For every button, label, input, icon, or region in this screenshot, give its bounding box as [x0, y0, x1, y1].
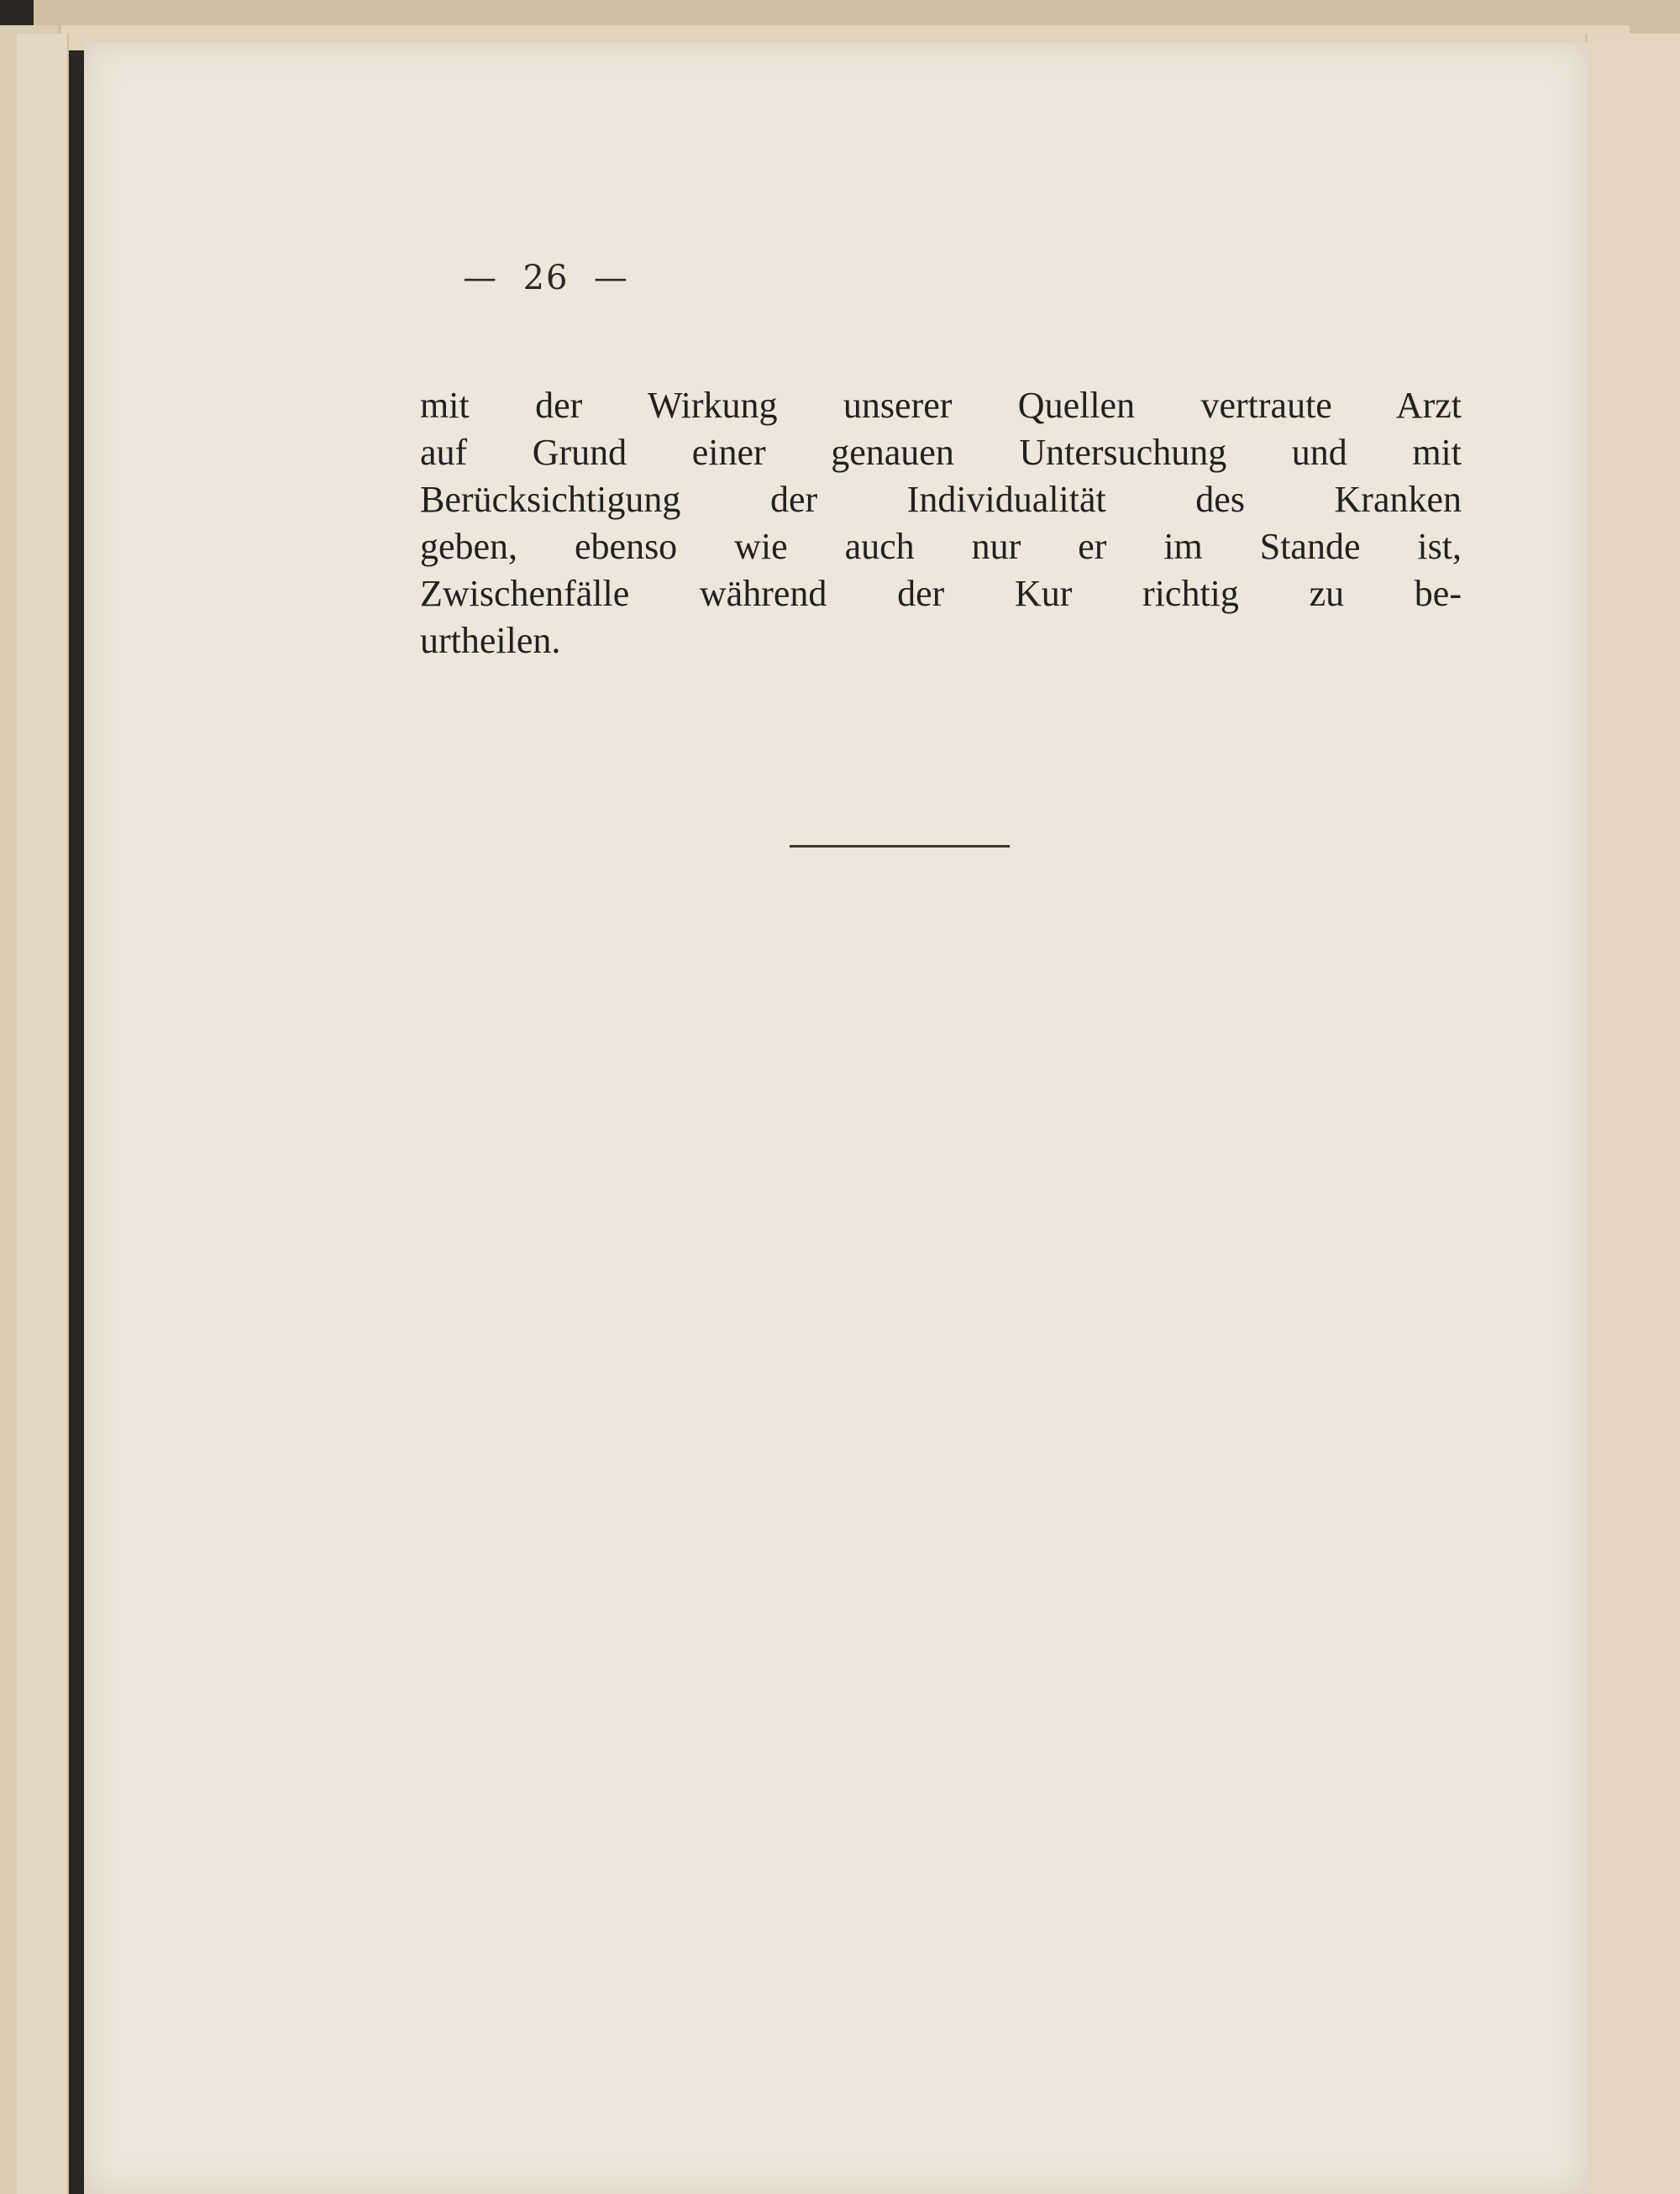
- page-sheet: [84, 42, 1588, 2194]
- text-line: auf Grund einer genauen Untersuchung und mit: [420, 432, 1462, 473]
- text-line: geben, ebenso wie auch nur er im Stande ist,: [420, 526, 1462, 567]
- text-line: mit der Wirkung unserer Quellen vertraute Arzt: [420, 385, 1462, 426]
- section-divider-rule: [790, 845, 1010, 848]
- text-line: Berücksichtigung der Individualität des Kranken: [420, 479, 1462, 520]
- text-line: urtheilen.: [420, 620, 561, 661]
- page-number: — 26 —: [463, 259, 629, 297]
- text-line: Zwischenfälle während der Kur richtig zu be-: [420, 573, 1462, 614]
- body-paragraph: [420, 382, 1462, 664]
- right-neighbour-page-edge: [1585, 34, 1680, 2194]
- left-page-edge-inner: [17, 34, 69, 2194]
